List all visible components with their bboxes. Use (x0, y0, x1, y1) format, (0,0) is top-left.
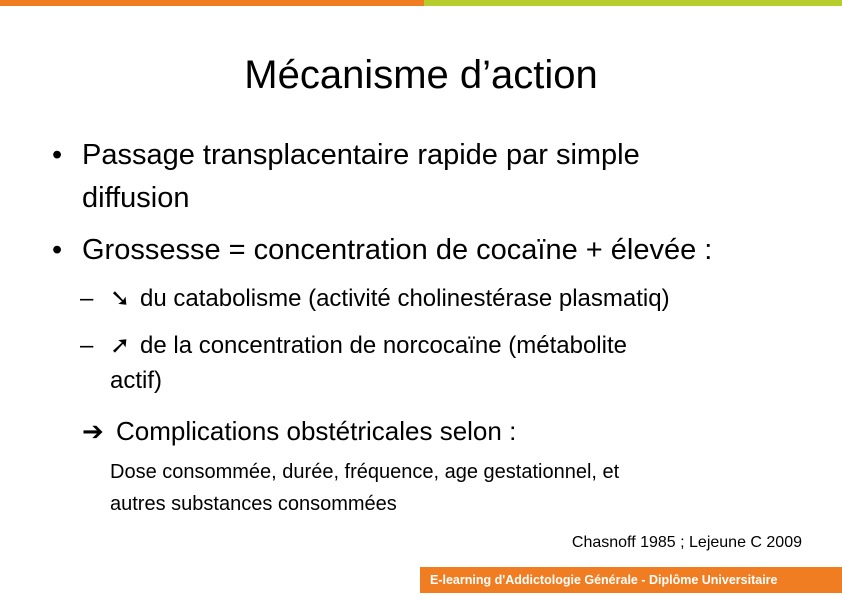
bullet-passage-continuation: diffusion (82, 182, 190, 214)
footer-text: E-learning d'Addictologie Générale - Diplôme Universitaire (430, 573, 778, 587)
bullet-passage (52, 138, 640, 172)
bullet-text: Grossesse = concentration de cocaïne + élevée : (82, 234, 713, 266)
arrow-down-right-icon: ➘ (110, 285, 131, 312)
detail-line-1: Dose consommée, durée, fréquence, age gestationnel, et (110, 461, 620, 483)
bullet-text: Passage transplacentaire rapide par simple (82, 139, 640, 171)
arrow-right-icon: ➔ (82, 416, 104, 446)
sub-item-text: du catabolisme (activité cholinestérase plasmatiq) (140, 285, 670, 312)
detail-line-2: autres substances consommées (110, 493, 397, 515)
sub-dash: – (80, 285, 94, 312)
top-accent-bar-orange (0, 0, 424, 6)
bullet-marker: • (52, 139, 63, 171)
sub-item-text: de la concentration de norcocaïne (métabolite (140, 332, 627, 359)
reference-citation: Chasnoff 1985 ; Lejeune C 2009 (571, 534, 802, 551)
sub-item-norcocaine-continuation: actif) (110, 367, 163, 394)
bullet-grossesse (52, 233, 712, 267)
conclusion-text: Complications obstétricales selon : (116, 416, 517, 446)
top-accent-bar-green (424, 0, 842, 6)
conclusion-line (82, 415, 516, 447)
sub-dash: – (80, 332, 94, 359)
sub-item-catabolisme (80, 284, 670, 314)
arrow-up-right-icon: ➚ (110, 332, 131, 359)
bullet-marker: • (52, 234, 63, 266)
sub-item-norcocaine (80, 331, 627, 361)
slide-title: Mécanisme d’action (244, 53, 598, 97)
